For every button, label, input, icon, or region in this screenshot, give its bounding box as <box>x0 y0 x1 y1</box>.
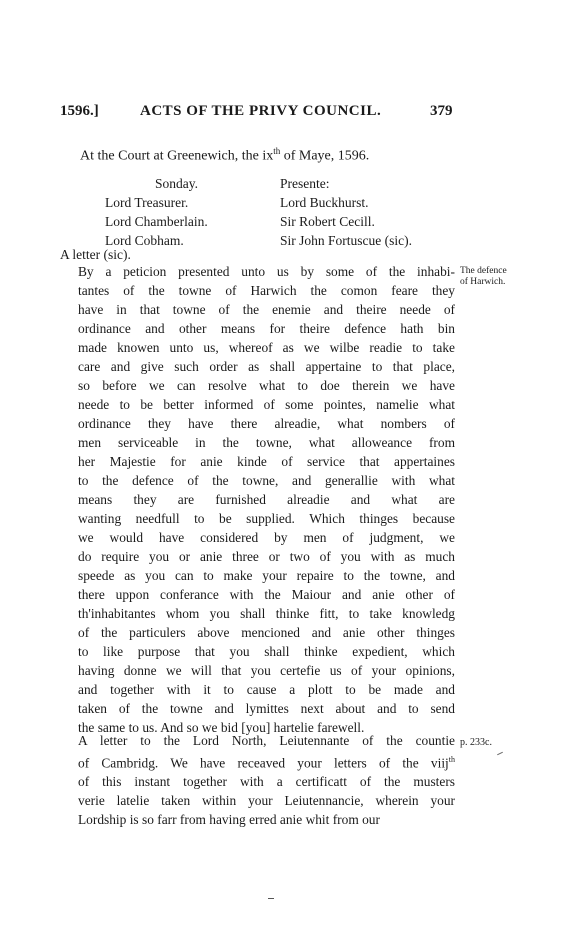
text-line-content: taken of the towne and lymittes next about and to send <box>78 701 455 716</box>
superscript: th <box>448 755 455 764</box>
text-line-content: have in that towne of the enemie and theire neede of <box>78 302 455 317</box>
text-line <box>60 319 455 338</box>
text-line-content: means they are furnished alreadie and what are <box>78 492 455 507</box>
text-line <box>60 750 455 772</box>
margin-note-line-1: The defence <box>460 266 507 276</box>
text-line <box>60 357 455 376</box>
text-line-content: to like purpose that you shall thinke expedient, which <box>78 644 455 659</box>
margin-note-defence <box>460 266 507 288</box>
running-header <box>60 103 460 123</box>
text-line-content: speede as you can to make your repaire to the towne, and <box>78 568 455 583</box>
attendee-left-3: Lord Cobham. <box>105 233 184 248</box>
text-line-content: wanting needfull to be supplied. Which thinges because <box>78 511 455 526</box>
text-line <box>60 810 455 829</box>
text-line <box>60 395 455 414</box>
text-line-content: of Cambridg. We have receaved your letters of the viij <box>78 755 449 771</box>
text-line-content: having donne we will that you certefie us of your opinions, <box>78 663 455 678</box>
text-line-content: to the defence of the towne, and generallie with what <box>78 473 455 488</box>
text-line-content: ordinance and other means for theire defence hath bin <box>78 321 455 336</box>
text-line-content: of this instant together with a certificatt of the musters <box>78 774 455 790</box>
text-line-content: By a peticion presented unto us by some of the inhabi- <box>78 264 455 279</box>
letter-heading: A letter (sic). <box>60 247 131 262</box>
text-line-content: made knowen unto us, whereof as we wilbe readie to take <box>78 340 455 355</box>
text-line <box>60 547 455 566</box>
court-line-date: of Maye, 1596. <box>280 148 370 164</box>
text-line <box>60 731 455 750</box>
text-line-content: do require you or anie three or two of you with as much <box>78 549 455 564</box>
text-line-content: her Majestie for anie kinde of service that appertaines <box>78 454 455 469</box>
text-line <box>60 433 455 452</box>
court-line <box>80 146 369 165</box>
text-line <box>60 452 455 471</box>
text-line-content: verie latelie taken within your Leiutennancie, wherein your <box>78 793 455 809</box>
attendee-left-1: Lord Treasurer. <box>105 195 189 210</box>
text-line-content: tantes of the towne of Harwich the comon feare they <box>78 283 455 298</box>
text-line <box>60 585 455 604</box>
text-line-content: Lordship is so farr from having erred anie whit from our <box>78 812 380 828</box>
text-line <box>60 414 455 433</box>
text-line <box>60 528 455 547</box>
text-line-content: we would have considered by men of judgment, we <box>78 530 455 545</box>
attendee-left-2: Lord Chamberlain. <box>105 214 208 229</box>
attendee-right-2: Sir Robert Cecill. <box>280 214 375 229</box>
text-line <box>60 604 455 623</box>
header-title: ACTS OF THE PRIVY COUNCIL. <box>140 103 382 119</box>
attendee-right-1: Lord Buckhurst. <box>280 195 369 210</box>
text-line <box>60 509 455 528</box>
text-line <box>60 772 455 791</box>
text-line-content: there uppon conferance with the Maiour and anie other of <box>78 587 455 602</box>
text-line <box>60 642 455 661</box>
text-line <box>60 281 455 300</box>
text-line <box>60 623 455 642</box>
header-year: 1596.] <box>60 103 99 119</box>
text-line-content: th'inhabitantes whom you shall thinke fitt, to take knowledg <box>78 606 455 621</box>
text-line <box>60 300 455 319</box>
margin-tick-mark <box>497 752 503 755</box>
text-line-content: men serviceable in the towne, what alloweance from <box>78 435 455 450</box>
text-line-content: and together with it to cause a plott to be made and <box>78 682 455 697</box>
paragraph-lord-north <box>60 731 455 829</box>
text-line-content: care and give such order as shall appertaine to that place, <box>78 359 455 374</box>
attendance-present-label: Presente: <box>280 176 330 191</box>
text-line-content: neede to be better informed of some pointes, namelie what <box>78 397 455 412</box>
text-line <box>60 680 455 699</box>
foot-mark <box>268 898 274 899</box>
court-line-text: At the Court at Greenewich, the ix <box>80 148 274 164</box>
margin-note-line-2: of Harwich. <box>460 277 506 287</box>
text-line-content: so before we can resolve what to doe therein we have <box>78 378 455 393</box>
text-line-content: ordinance they have there alreadie, what nombers of <box>78 416 455 431</box>
text-line-content: A letter to the Lord North, Leiutennante of the countie <box>78 733 455 748</box>
court-line-sup: th <box>273 146 281 156</box>
attendance-day: Sonday. <box>155 176 198 191</box>
paragraph-harwich <box>60 262 455 737</box>
text-line <box>60 490 455 509</box>
text-line <box>60 471 455 490</box>
text-line <box>60 791 455 810</box>
text-line <box>60 661 455 680</box>
text-line-content: the same to us. And so we bid [you] hartelie farewell. <box>78 720 365 735</box>
text-line <box>60 338 455 357</box>
text-line <box>60 376 455 395</box>
text-line <box>60 262 455 281</box>
margin-page-ref: p. 233c. <box>460 737 492 748</box>
page-number: 379 <box>430 103 453 119</box>
text-line <box>60 566 455 585</box>
text-line-content: of the particulers above mencioned and anie other thinges <box>78 625 455 640</box>
attendee-right-3: Sir John Fortuscue (sic). <box>280 233 412 248</box>
text-line <box>60 699 455 718</box>
